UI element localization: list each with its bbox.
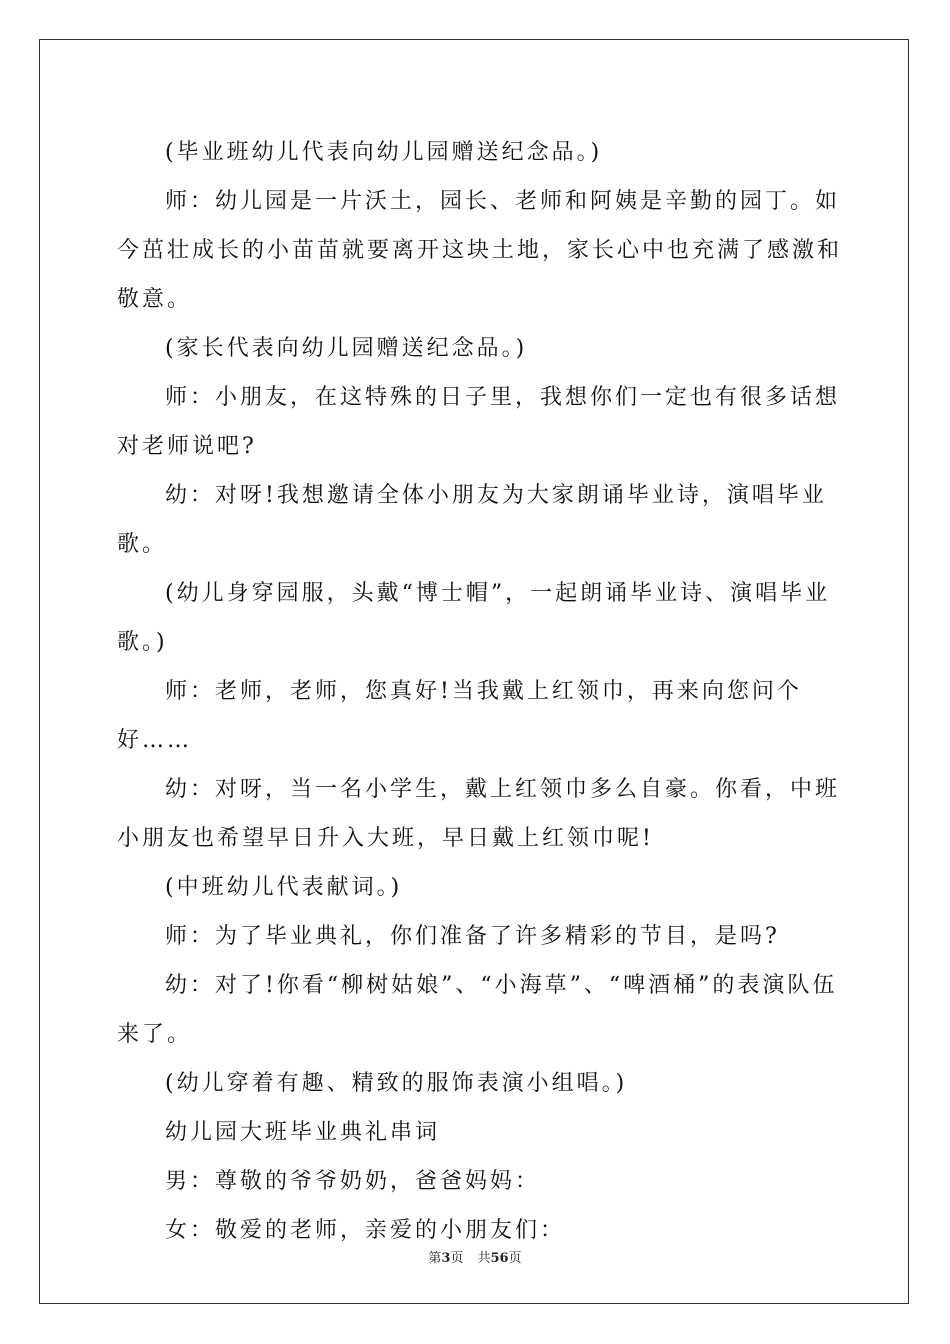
page-prefix: 第 xyxy=(428,1251,442,1266)
paragraph-2: 师：幼儿园是一片沃土，园长、老师和阿姨是辛勤的园丁。如今茁壮成长的小苗苗就要离开这块土地，家长心中也充满了感激和敬意。 xyxy=(117,189,843,312)
section-title: 幼儿园大班毕业典礼串词 xyxy=(165,1120,441,1145)
paragraph-6: (幼儿身穿园服，头戴“博士帽”，一起朗诵毕业诗、演唱毕业歌。) xyxy=(117,581,831,655)
paragraph-10: 师：为了毕业典礼，你们准备了许多精彩的节目，是吗? xyxy=(165,924,780,949)
total-pages: 56 xyxy=(490,1251,509,1266)
document-body xyxy=(117,128,847,1255)
paragraph-11: 幼：对了!你看“柳树姑娘”、“小海草”、“啤酒桶”的表演队伍来了。 xyxy=(117,973,838,1047)
page-number: 3 xyxy=(441,1251,451,1266)
paragraph-14: 男：尊敬的爷爷奶奶，爸爸妈妈： xyxy=(165,1169,541,1194)
paragraph-5: 幼：对呀!我想邀请全体小朋友为大家朗诵毕业诗，演唱毕业歌。 xyxy=(117,483,827,557)
paragraph-12: (幼儿穿着有趣、精致的服饰表演小组唱。) xyxy=(165,1071,628,1096)
total-prefix: 共 xyxy=(477,1251,491,1266)
paragraph-8: 幼：对呀，当一名小学生，戴上红领巾多么自豪。你看，中班小朋友也希望早日升入大班，早日戴上红领巾呢! xyxy=(117,777,841,851)
paragraph-9: (中班幼儿代表献词。) xyxy=(165,875,403,900)
total-suffix: 页 xyxy=(508,1251,522,1266)
paragraph-1: (毕业班幼儿代表向幼儿园赠送纪念品。) xyxy=(165,140,603,165)
paragraph-15: 女：敬爱的老师，亲爱的小朋友们： xyxy=(165,1218,566,1243)
paragraph-7: 师：老师，老师，您真好!当我戴上红领巾，再来向您问个好…… xyxy=(117,679,802,753)
page-footer xyxy=(0,1247,950,1266)
page-suffix: 页 xyxy=(450,1251,464,1266)
paragraph-4: 师：小朋友，在这特殊的日子里，我想你们一定也有很多话想对老师说吧? xyxy=(117,385,841,459)
paragraph-3: (家长代表向幼儿园赠送纪念品。) xyxy=(165,336,528,361)
